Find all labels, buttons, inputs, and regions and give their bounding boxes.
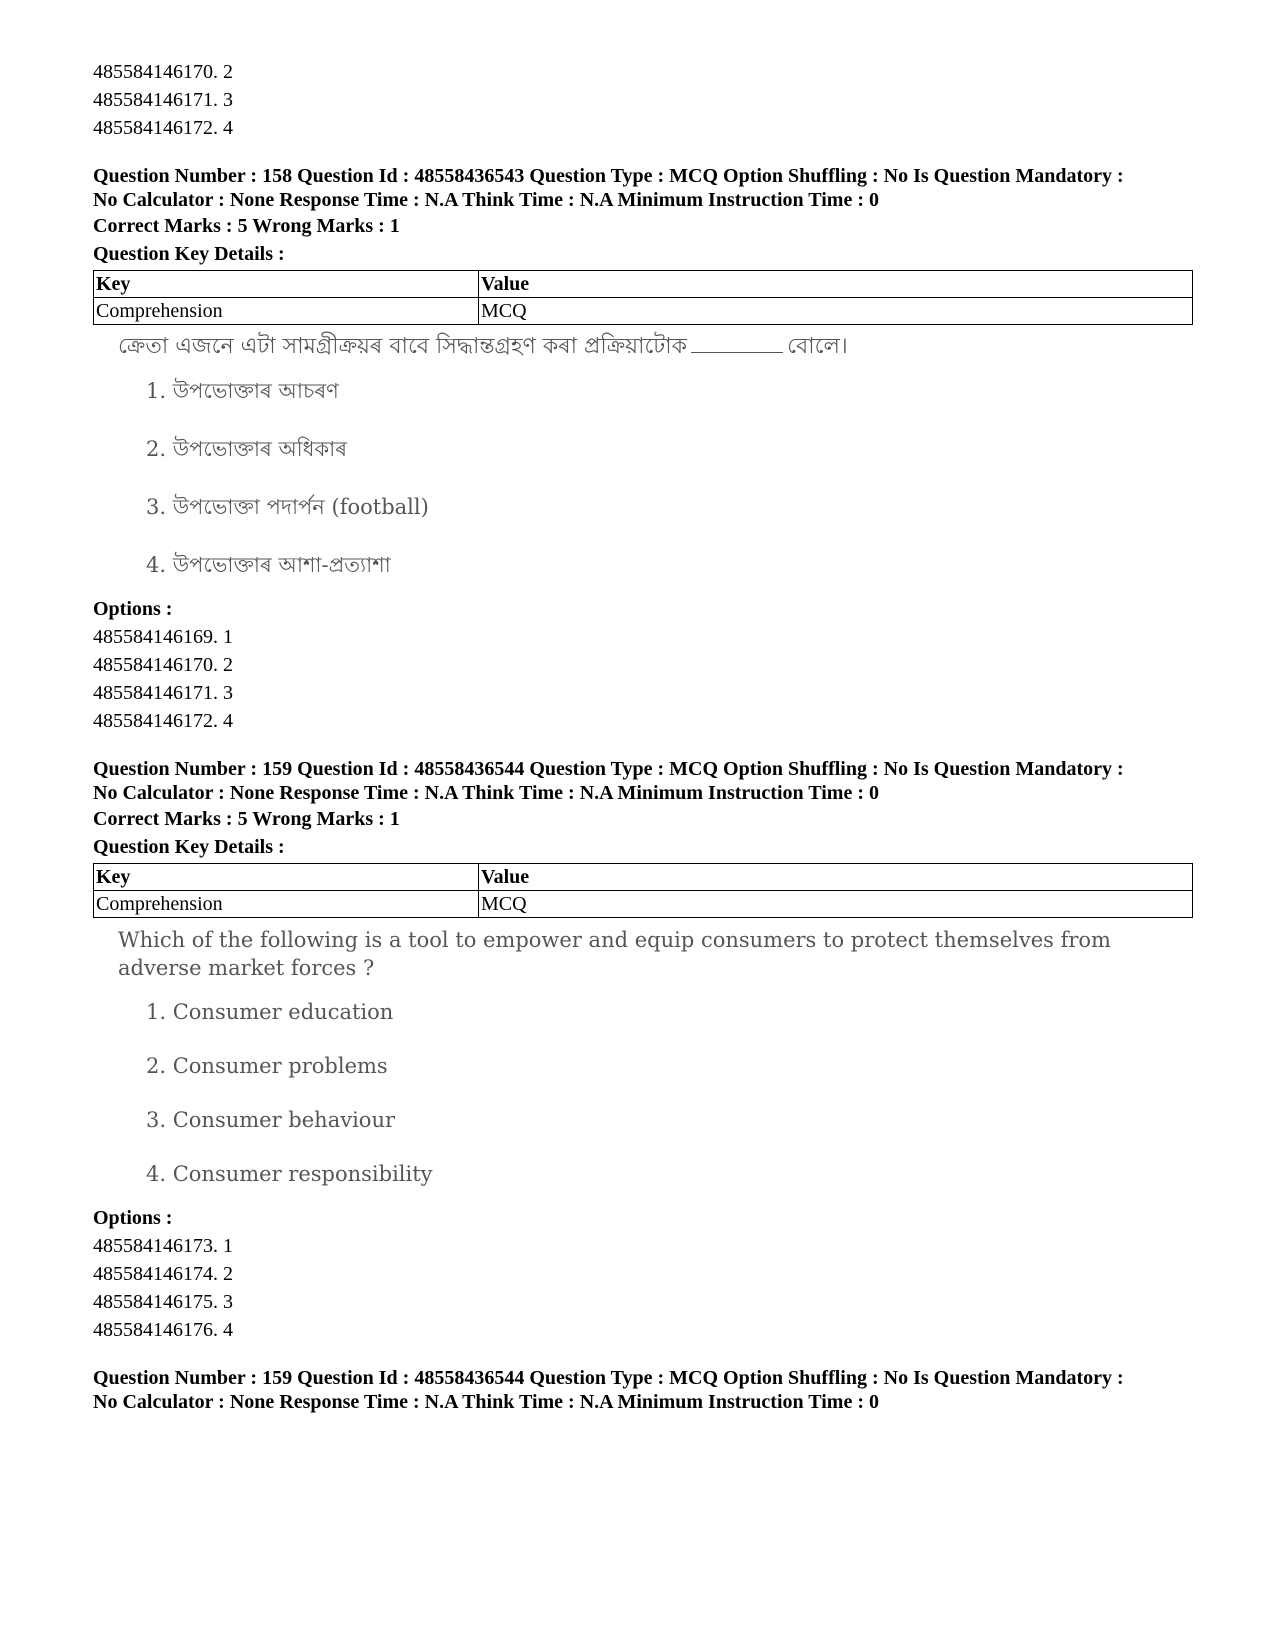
table-cell-value: MCQ (479, 891, 1193, 918)
option-line: 485584146170. 2 (93, 61, 233, 83)
marks-line: Correct Marks : 5 Wrong Marks : 1 (93, 215, 400, 237)
table-header-row (94, 864, 1193, 891)
fill-blank (691, 352, 783, 353)
question-stem: Which of the following is a tool to empower and equip consumers to protect themselves from adverse market forces ? (118, 928, 1111, 980)
table-header-value: Value (479, 864, 1193, 891)
question-158 (93, 164, 1193, 735)
options-label: Options : (93, 598, 173, 620)
answer-choice: 1. Consumer education (146, 1000, 394, 1024)
option-line: 485584146170. 2 (93, 654, 233, 676)
top-options-list (93, 58, 1193, 142)
table-cell-key: Comprehension (94, 891, 479, 918)
option-line: 485584146176. 4 (93, 1319, 233, 1341)
answer-choice: 4. Consumer responsibility (146, 1162, 433, 1186)
key-details-table (93, 863, 1193, 918)
option-line: 485584146172. 4 (93, 117, 233, 139)
table-header-row (94, 271, 1193, 298)
options-label: Options : (93, 1207, 173, 1229)
option-line: 485584146174. 2 (93, 1263, 233, 1285)
question-159 (93, 757, 1193, 1344)
question-content (93, 333, 1193, 579)
answer-choice: 3. উপভোক্তা পদাৰ্পন (football) (146, 495, 429, 519)
option-line: 485584146172. 4 (93, 710, 233, 732)
question-stem: ক্ৰেতা এজনে এটা সামগ্ৰীক্ৰয়ৰ বাবে সিদ্ধান্তগ্ৰহণ কৰা প্ৰক্ৰিয়াটোক বোলে। (118, 334, 848, 359)
question-header (93, 1366, 1193, 1414)
option-line: 485584146171. 3 (93, 89, 233, 111)
table-header-key: Key (94, 271, 479, 298)
table-row (94, 298, 1193, 325)
document-page (93, 58, 1193, 1414)
key-details-label: Question Key Details : (93, 243, 285, 265)
options-list (93, 1232, 1193, 1344)
question-header-line2: No Calculator : None Response Time : N.A Think Time : N.A Minimum Instruction Time : 0 (93, 189, 879, 211)
question-159-repeat (93, 1366, 1193, 1414)
option-line: 485584146175. 3 (93, 1291, 233, 1313)
question-header-line2: No Calculator : None Response Time : N.A Think Time : N.A Minimum Instruction Time : 0 (93, 782, 879, 804)
marks-line: Correct Marks : 5 Wrong Marks : 1 (93, 808, 400, 830)
answer-choice: 4. উপভোক্তাৰ আশা-প্ৰত্যাশা (146, 553, 391, 577)
table-row (94, 891, 1193, 918)
question-header (93, 757, 1193, 805)
table-cell-value: MCQ (479, 298, 1193, 325)
question-header-line1: Question Number : 159 Question Id : 48558436544 Question Type : MCQ Option Shuffling : No Is Question Mandatory : (93, 1367, 1124, 1389)
table-cell-key: Comprehension (94, 298, 479, 325)
question-header (93, 164, 1193, 212)
answer-choice: 2. Consumer problems (146, 1054, 388, 1078)
table-header-value: Value (479, 271, 1193, 298)
question-content (93, 926, 1193, 1188)
question-header-line1: Question Number : 159 Question Id : 48558436544 Question Type : MCQ Option Shuffling : No Is Question Mandatory : (93, 758, 1124, 780)
option-line: 485584146169. 1 (93, 626, 233, 648)
question-header-line1: Question Number : 158 Question Id : 48558436543 Question Type : MCQ Option Shuffling : No Is Question Mandatory : (93, 165, 1124, 187)
table-header-key: Key (94, 864, 479, 891)
option-line: 485584146173. 1 (93, 1235, 233, 1257)
answer-choice: 2. উপভোক্তাৰ অধিকাৰ (146, 437, 348, 461)
answer-choice: 3. Consumer behaviour (146, 1108, 396, 1132)
options-list (93, 623, 1193, 735)
question-header-line2: No Calculator : None Response Time : N.A Think Time : N.A Minimum Instruction Time : 0 (93, 1391, 879, 1413)
answer-choice: 1. উপভোক্তাৰ আচৰণ (146, 379, 339, 403)
option-line: 485584146171. 3 (93, 682, 233, 704)
key-details-label: Question Key Details : (93, 836, 285, 858)
key-details-table (93, 270, 1193, 325)
